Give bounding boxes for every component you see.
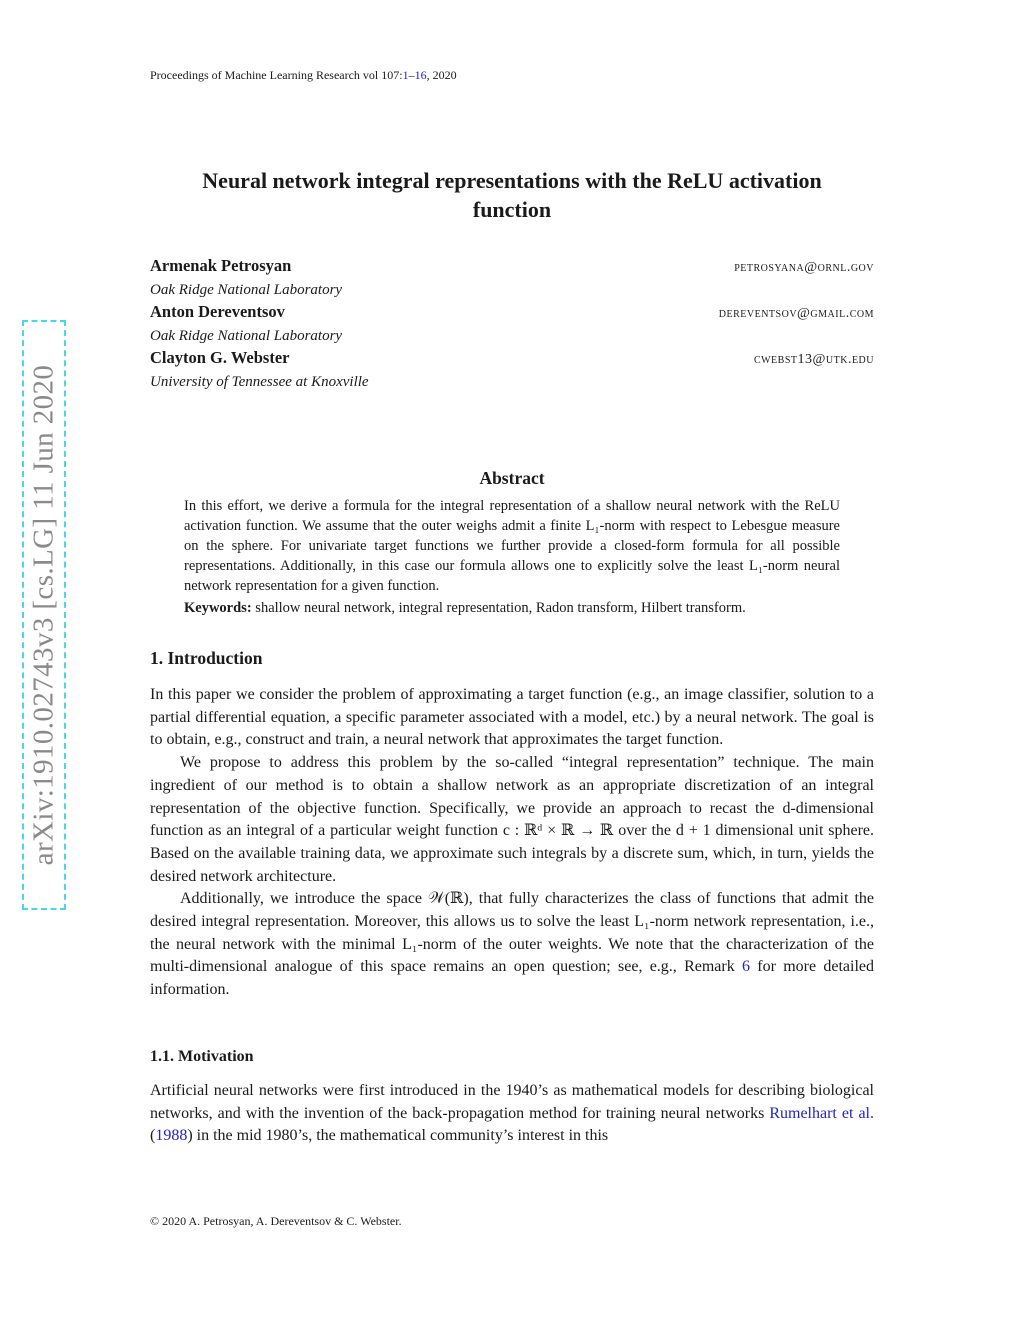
title-line-2: function	[472, 197, 552, 222]
section-heading-introduction: 1. Introduction	[150, 648, 263, 668]
title-line-1: Neural network integral representations with the ReLU activation	[202, 168, 822, 193]
paragraph: We propose to address this problem by the so-called “integral representation” technique. The main ingredient of our method is to obtain a shallow network as an appropriate discretization of an integral representation of the objective function. Specifically, we provide an approach to recast the d-dimensional function as an integral of a particular weight function c : ℝᵈ × ℝ → ℝ over the d + 1 dimensional unit sphere. Based on the available training data, we approximate such integrals by a discrete sum, which, in turn, yields the desired network architecture.	[150, 754, 874, 885]
citation-year-link[interactable]: 1988	[155, 1127, 188, 1145]
citation-author-link[interactable]: Rumelhart et al.	[769, 1104, 875, 1122]
paragraph-text: for more detailed information.	[150, 958, 875, 999]
author-affiliation: University of Tennessee at Knoxville	[150, 374, 369, 390]
author-name: Armenak Petrosyan	[150, 256, 292, 275]
proceedings-text: Proceedings of Machine Learning Research vol 107:	[150, 68, 403, 82]
abstract-text: In this effort, we derive a formula for the integral representation of a shallow neural network with the ReLU activation function. We assume that the outer weighs admit a finite L₁-norm with respect to Lebesgue measure on the sphere. For univariate target functions we further provide a closed-form formula for all possible representations. Additionally, in this case our formula allows one to explicitly solve the least L₁-norm neural network representation for a given function.	[184, 498, 840, 594]
subsection-heading-motivation: 1.1. Motivation	[150, 1048, 254, 1065]
keywords-label: Keywords:	[184, 600, 252, 616]
citation-paren: )	[187, 1127, 193, 1145]
paragraph: In this paper we consider the problem of approximating a target function (e.g., an image classifier, solution to a partial differential equation, a specific parameter associated with a model, etc.) by a neural network. The goal is to obtain, e.g., construct and train, a neural network that approximates the target function.	[150, 686, 874, 749]
pages-dash: –	[408, 68, 415, 82]
keywords-list: shallow neural network, integral representation, Radon transform, Hilbert transform.	[251, 600, 746, 616]
running-header	[150, 68, 457, 83]
author-name: Clayton G. Webster	[150, 348, 290, 367]
author-name: Anton Dereventsov	[150, 302, 285, 321]
copyright-footer: © 2020 A. Petrosyan, A. Dereventsov & C. Webster.	[150, 1214, 402, 1228]
header-year: , 2020	[426, 68, 457, 82]
remark-link[interactable]: 6	[742, 958, 751, 976]
arxiv-identifier: arXiv:1910.02743v3 [cs.LG] 11 Jun 2020	[27, 364, 60, 866]
motivation-body	[150, 1080, 874, 1148]
author-email[interactable]: petrosyana@ornl.gov	[734, 260, 874, 275]
citation-paren: (	[150, 1127, 156, 1145]
author-row	[150, 302, 874, 325]
paragraph-text: Additionally, we introduce the space 𝒲(ℝ), that fully characterizes the class of functions that admit the desired integral representation. Moreover, this allows us to solve the least L₁-norm network representation, i.e., the neural network with the minimal L₁-norm of the outer weights. We note that the characterization of the multi-dimensional analogue of this space remains an open question; see, e.g., Remark	[150, 890, 874, 976]
abstract-body	[184, 496, 840, 618]
paragraph	[150, 1080, 874, 1148]
arxiv-sidebar[interactable]	[22, 320, 66, 910]
paragraph-text: Artificial neural networks were first introduced in the 1940’s as mathematical models for describing biological networks, and with the invention of the back-propagation method for training neural networks	[150, 1082, 874, 1122]
paragraph	[150, 888, 874, 1002]
author-affiliation: Oak Ridge National Laboratory	[150, 282, 343, 298]
author-row	[150, 256, 874, 279]
author-row	[150, 348, 874, 371]
keywords	[184, 598, 840, 618]
author-list	[150, 256, 874, 394]
paper-title	[100, 166, 924, 224]
pages-start-link[interactable]: 1	[402, 68, 409, 82]
introduction-body	[150, 684, 874, 1002]
paragraph-text: in the mid 1980’s, the mathematical community’s interest in this	[192, 1127, 609, 1145]
pages-end-link[interactable]: 16	[414, 68, 427, 82]
author-email[interactable]: dereventsov@gmail.com	[718, 306, 874, 321]
author-email[interactable]: cwebst13@utk.edu	[753, 352, 874, 367]
author-affiliation: Oak Ridge National Laboratory	[150, 328, 343, 344]
abstract-heading: Abstract	[479, 468, 545, 488]
